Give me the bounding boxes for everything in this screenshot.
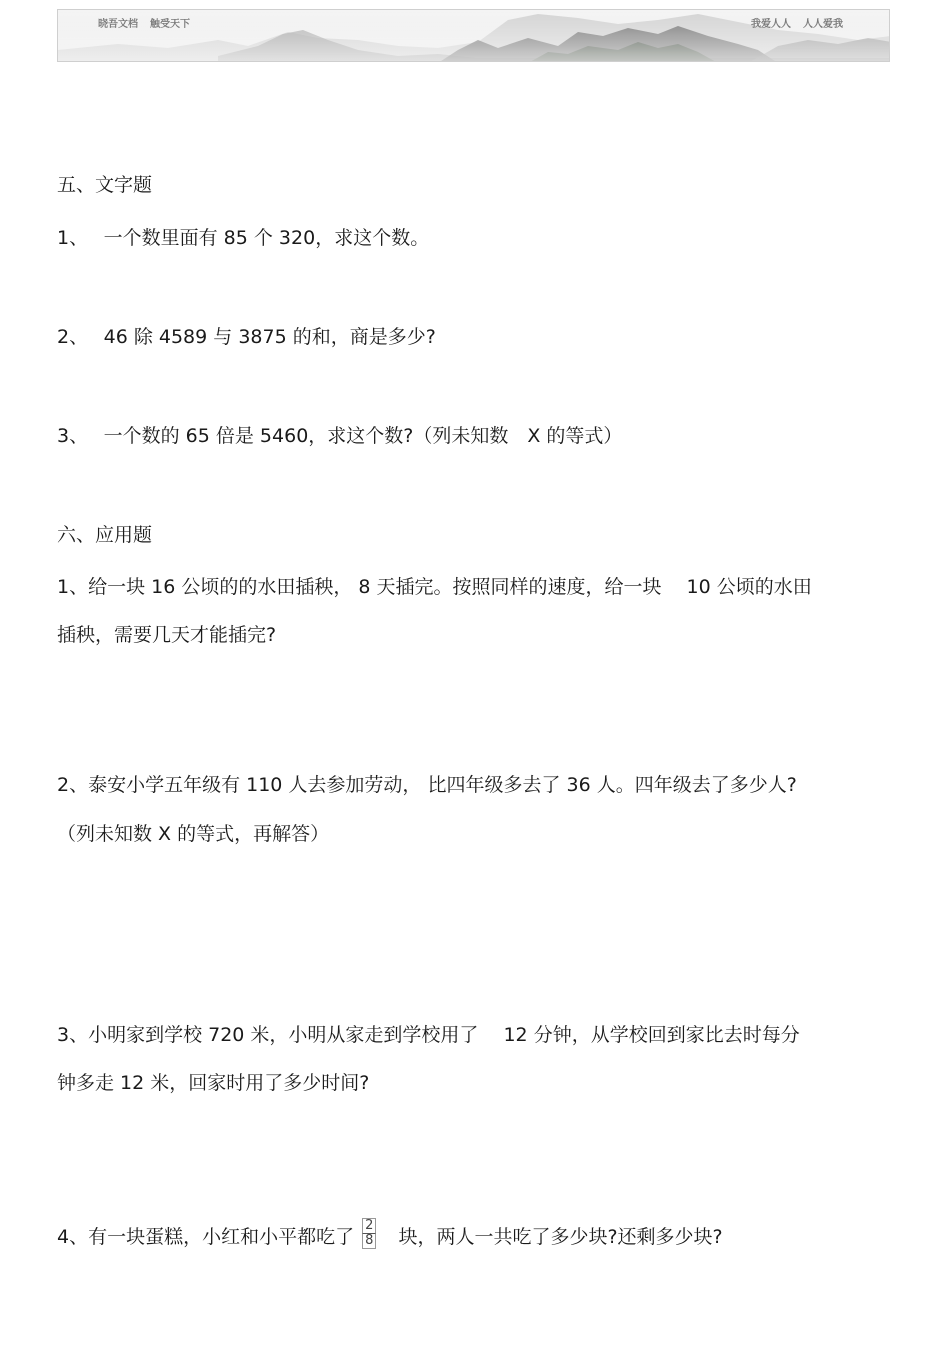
- application-problem-3-line-1: 3、小明家到学校 720 米，小明从家走到学校用了 12 分钟，从学校回到家比去时每分: [57, 1024, 800, 1046]
- application-problem-1-line-1: 1、给一块 16 公顷的的水田插秧， 8 天插完。按照同样的速度，给一块 10 公顷的水田: [57, 576, 812, 598]
- banner-slogan-right-2: 人人爱我: [803, 19, 843, 30]
- application-problem-2-line-2: （列未知数 X 的等式，再解答）: [57, 823, 330, 845]
- section-heading-word-problems: 五、文字题: [57, 174, 153, 196]
- word-problem-2: 2、 46 除 4589 与 3875 的和，商是多少?: [57, 326, 436, 348]
- section-heading-application-problems: 六、应用题: [57, 524, 153, 546]
- banner-slogan-right-1: 我爱人人: [751, 19, 791, 30]
- application-problem-4-text-before: 4、有一块蛋糕，小红和小平都吃了: [57, 1226, 355, 1248]
- application-problem-2-line-1: 2、泰安小学五年级有 110 人去参加劳动， 比四年级多去了 36 人。四年级去了多少人?: [57, 774, 797, 796]
- application-problem-4-text-after: 块，两人一共吃了多少块?还剩多少块?: [398, 1226, 723, 1248]
- fraction-denominator: 8: [362, 1234, 376, 1249]
- banner-slogan-right: [751, 15, 843, 30]
- banner-slogan-left: [98, 15, 190, 30]
- application-problem-1-line-2: 插秧，需要几天才能插完?: [57, 624, 277, 646]
- banner-slogan-left-2: 触受天下: [150, 19, 190, 30]
- application-problem-4: [57, 1218, 723, 1253]
- word-problem-3: 3、 一个数的 65 倍是 5460，求这个数?（列未知数 X 的等式）: [57, 425, 623, 447]
- header-banner: [57, 9, 890, 62]
- application-problem-3-line-2: 钟多走 12 米，回家时用了多少时间?: [57, 1072, 370, 1094]
- banner-slogan-left-1: 晓吾文档: [98, 19, 138, 30]
- word-problem-1: 1、 一个数里面有 85 个 320，求这个数。: [57, 227, 430, 249]
- fraction-numerator: 2: [362, 1218, 376, 1234]
- fraction-two-eighths: [362, 1218, 376, 1249]
